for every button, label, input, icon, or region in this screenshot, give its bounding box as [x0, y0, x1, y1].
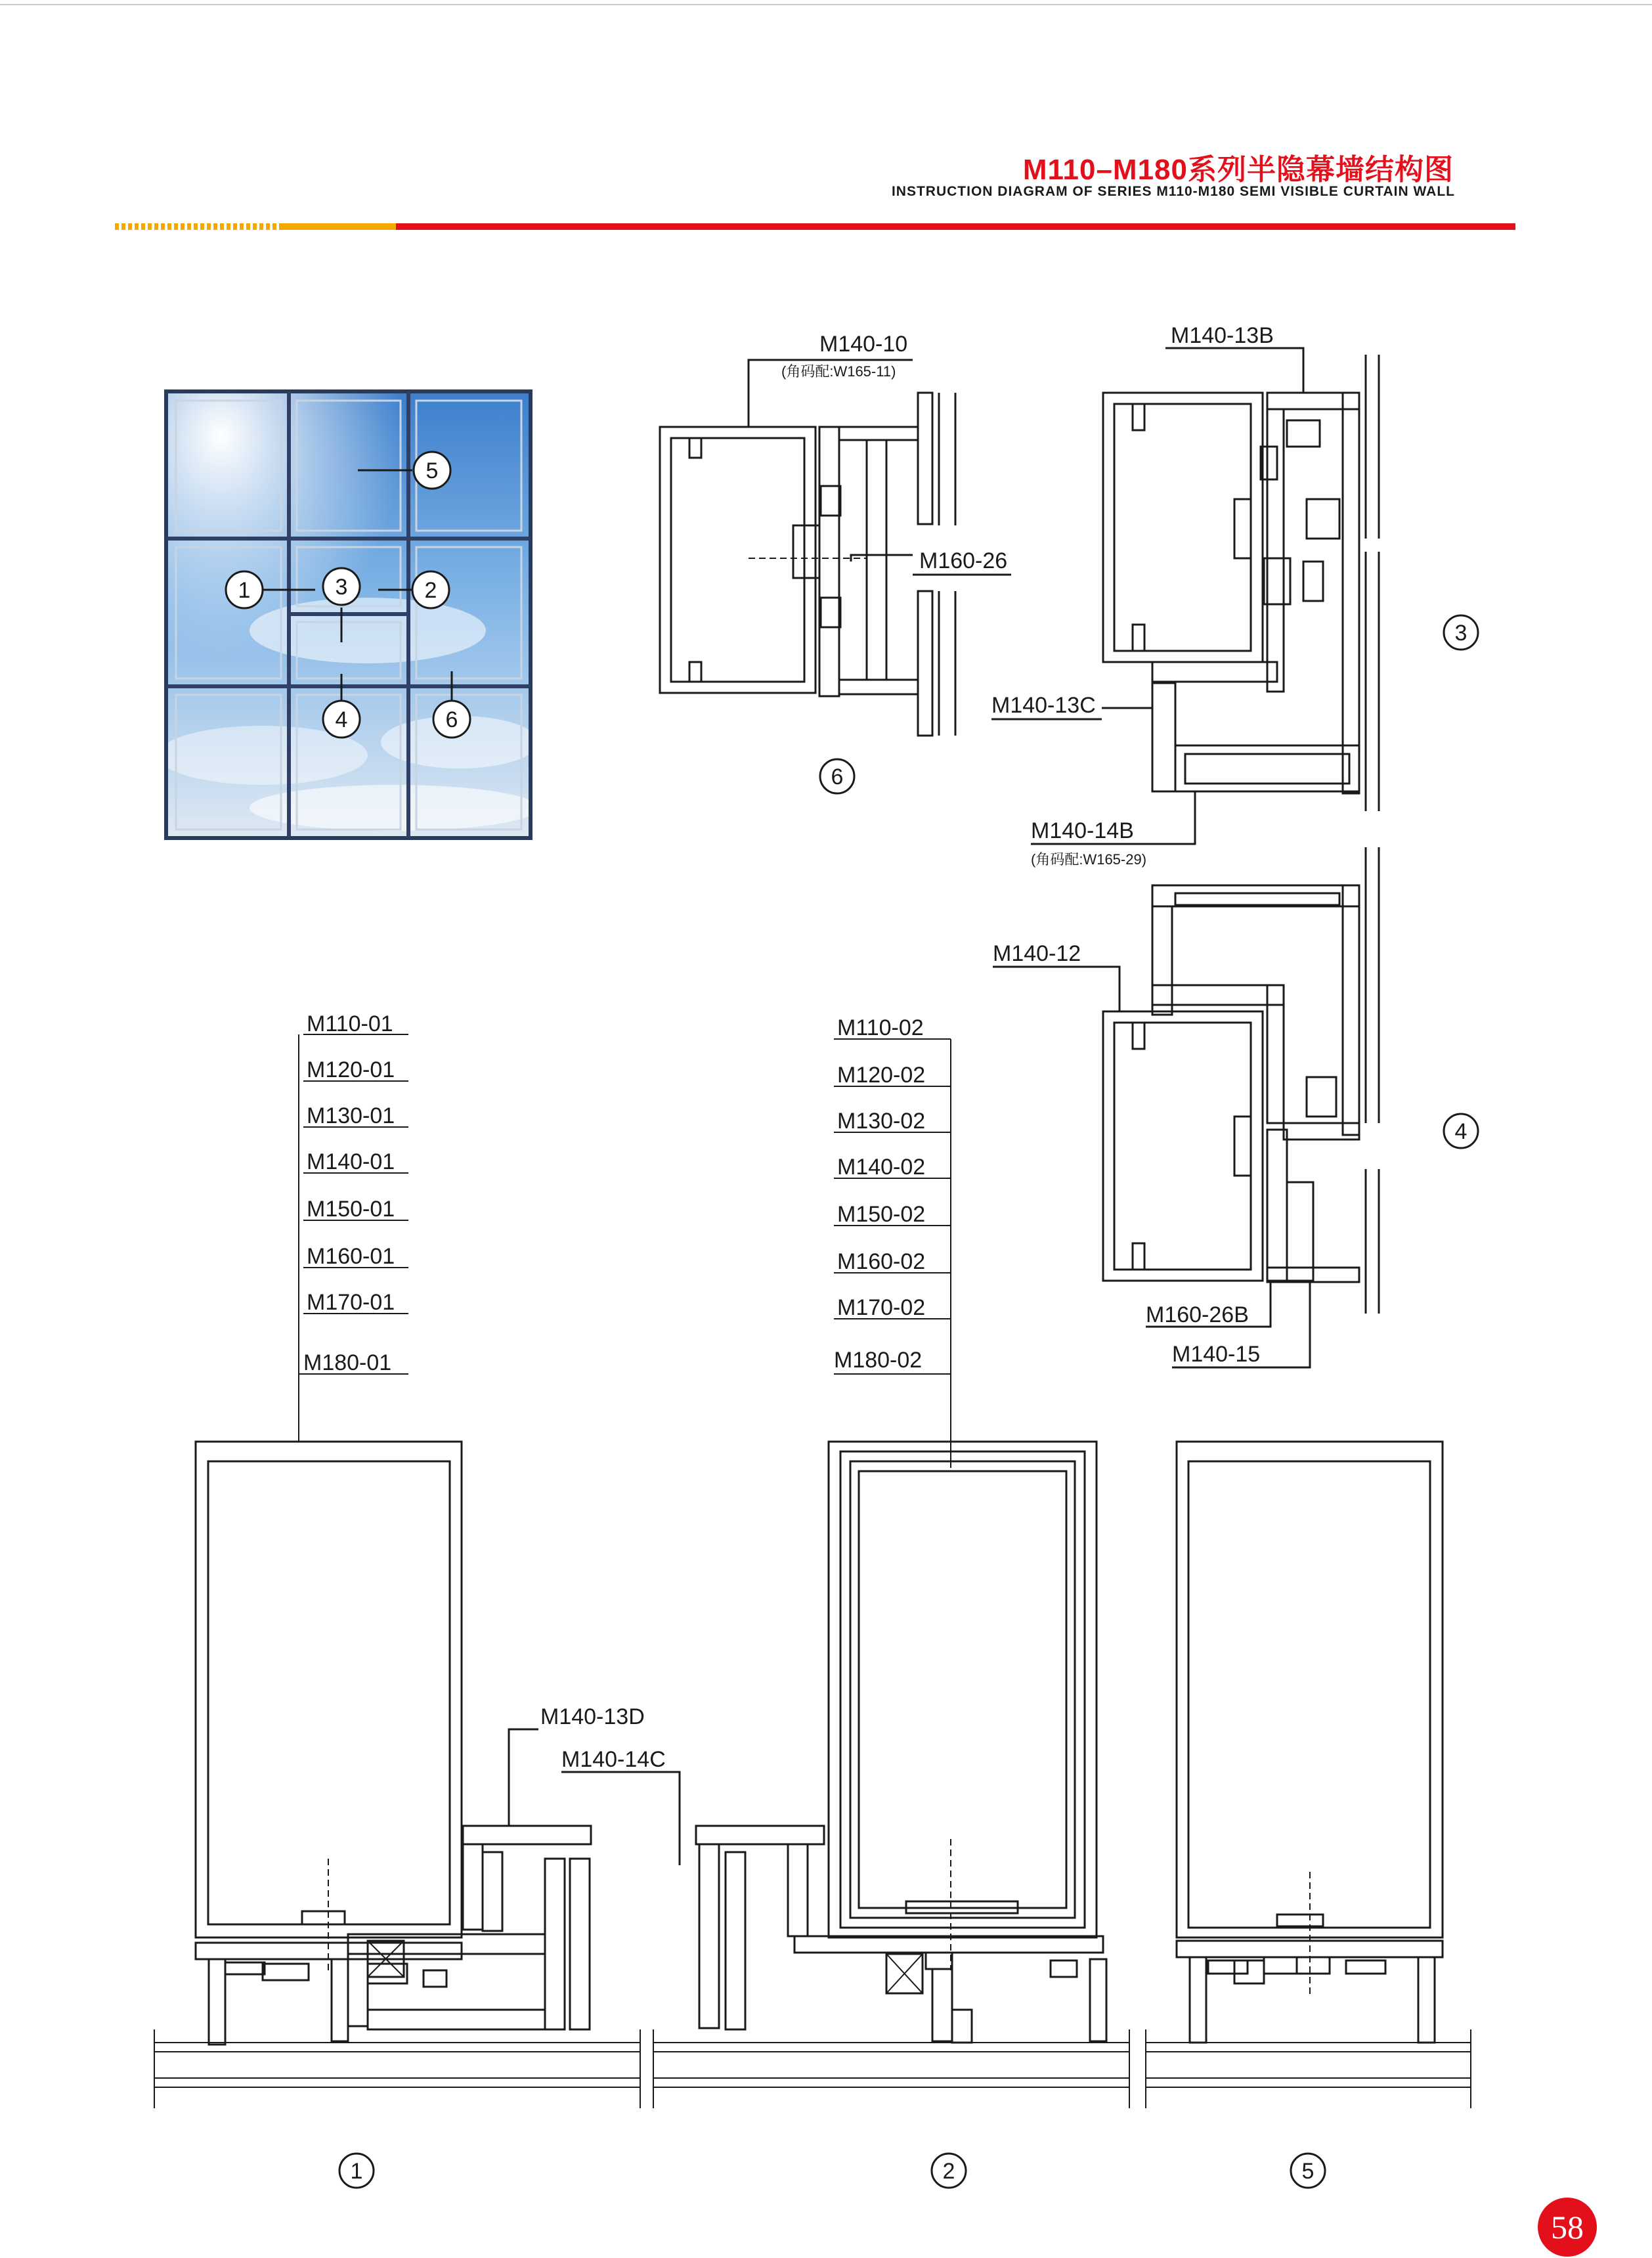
- section5-marker: 5: [1301, 2159, 1315, 2184]
- section4-marker: 4: [1454, 1119, 1467, 1144]
- section-4-drawing: [993, 847, 1478, 1367]
- section1-label-1: M120-01: [307, 1057, 395, 1082]
- section6-top-label: M140-10: [819, 332, 908, 357]
- section3-bottom-sub: (角码配:W165-29): [1031, 851, 1147, 868]
- section1-side-label1: M140-13D: [540, 1704, 645, 1729]
- elevation-marker-2: 2: [424, 578, 437, 603]
- section4-top-label: M140-12: [993, 941, 1081, 966]
- section-5-drawing: [1146, 1442, 1471, 2188]
- section3-mid-label: M140-13C: [991, 693, 1096, 718]
- elevation-marker-3: 3: [335, 575, 348, 600]
- elevation-marker-1: 1: [238, 578, 251, 603]
- section2-label-3: M140-02: [837, 1155, 926, 1180]
- elevation-marker-4: 4: [335, 707, 348, 732]
- page-title-en: INSTRUCTION DIAGRAM OF SERIES M110-M180 SEMI VISIBLE CURTAIN WALL: [891, 184, 1455, 199]
- section6-side-label: M160-26: [919, 548, 1008, 573]
- section2-label-0: M110-02: [837, 1015, 924, 1040]
- page-title-cn: M110–M180系列半隐幕墙结构图: [1022, 154, 1454, 186]
- curtain-wall-elevation: [158, 391, 538, 838]
- section4-bottom-label2: M140-15: [1172, 1342, 1261, 1367]
- page-number-badge: 58: [1538, 2198, 1597, 2257]
- section1-label-0: M110-01: [307, 1011, 393, 1036]
- section1-label-6: M170-01: [307, 1290, 395, 1315]
- section6-marker: 6: [831, 764, 844, 789]
- section4-bottom-label1: M160-26B: [1146, 1302, 1249, 1327]
- section3-top-label: M140-13B: [1171, 323, 1274, 348]
- section2-label-7: M180-02: [834, 1348, 923, 1373]
- section6-top-sub: (角码配:W165-11): [781, 363, 896, 380]
- section1-side-label2: M140-14C: [561, 1747, 666, 1772]
- section2-label-4: M150-02: [837, 1202, 926, 1227]
- section1-label-3: M140-01: [307, 1149, 395, 1174]
- section3-marker: 3: [1454, 621, 1467, 646]
- section1-marker: 1: [350, 2159, 363, 2184]
- section1-label-7: M180-01: [303, 1350, 392, 1375]
- section1-label-5: M160-01: [307, 1244, 395, 1269]
- section-6-drawing: [660, 332, 1011, 793]
- section2-label-6: M170-02: [837, 1295, 926, 1320]
- section2-label-1: M120-02: [837, 1063, 926, 1088]
- section2-label-5: M160-02: [837, 1249, 926, 1274]
- elevation-marker-6: 6: [445, 707, 458, 732]
- section-2-drawing: [653, 1015, 1129, 2188]
- section1-label-4: M150-01: [307, 1197, 395, 1222]
- section3-bottom-label: M140-14B: [1031, 818, 1134, 843]
- section2-marker: 2: [942, 2159, 955, 2184]
- section-3-drawing: [991, 323, 1478, 868]
- elevation-marker-5: 5: [425, 458, 439, 483]
- section1-label-2: M130-01: [307, 1103, 395, 1128]
- section-1-drawing: [154, 1011, 680, 2188]
- section2-label-2: M130-02: [837, 1109, 926, 1134]
